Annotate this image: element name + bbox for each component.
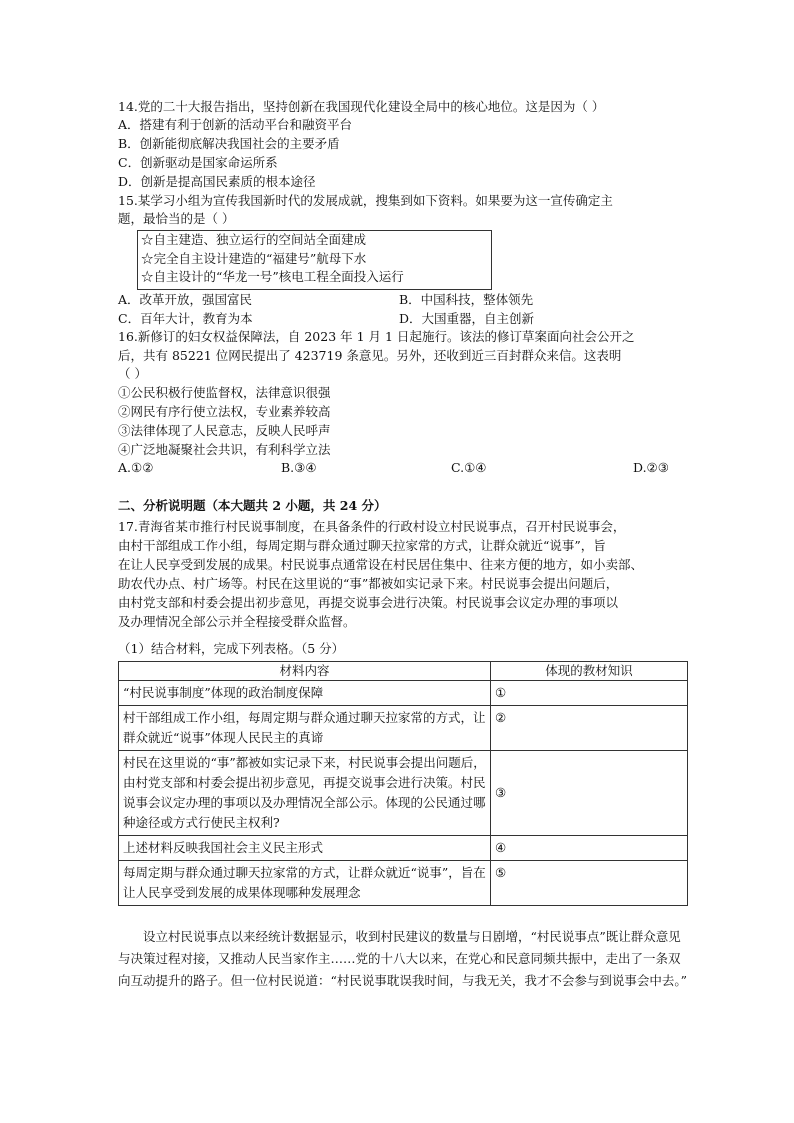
table-answer-cell[interactable]: ④ [491, 836, 688, 861]
q17-material-line: 由村党支部和村委会提出初步意见，再提交说事会进行决策。村民说事会议定办理的事项以 [118, 595, 619, 610]
table-answer-cell[interactable]: ⑤ [491, 861, 688, 906]
q14-option-b: B．创新能彻底解决我国社会的主要矛盾 [118, 136, 340, 151]
table-header-cell: 体现的教材知识 [491, 662, 688, 681]
q15-option-b: B．中国科技，整体领先 [399, 292, 534, 307]
q15-option-a: A．改革开放，强国富民 [118, 292, 253, 307]
q14-option-a: A．搭建有利于创新的活动平台和融资平台 [118, 117, 353, 132]
table-row [119, 681, 688, 706]
table-row [119, 706, 688, 751]
q15-material-item: ☆完全自主设计建造的“福建号”航母下水 [141, 250, 367, 266]
q16-item-4: ④广泛地凝聚社会共识，有利科学立法 [118, 442, 331, 457]
q16-stem-line3: （ ） [118, 366, 147, 381]
table-answer-cell[interactable]: ③ [491, 751, 688, 836]
q16-option-a: A.①② [118, 460, 154, 475]
q16-stem-line1: 16.新修订的妇女权益保障法，自 2023 年 1 月 1 日起施行。该法的修订草案面向社会公开之 [118, 329, 635, 344]
q16-item-2: ②网民有序行使立法权，专业素养较高 [118, 404, 331, 419]
q17-subquestion-1: （1）结合材料，完成下列表格。（5 分） [118, 641, 345, 656]
table-header-cell: 材料内容 [119, 662, 491, 681]
table-answer-cell[interactable]: ① [491, 681, 688, 706]
q15-stem-line1: 15.某学习小组为宣传我国新时代的发展成就，搜集到如下资料。如果要为这一宣传确定主 [118, 193, 613, 208]
q17-material-line: 由村干部组成工作小组，每周定期与群众通过聊天拉家常的方式，让群众就近“说事”，旨 [118, 538, 606, 553]
table-content-cell: 每周定期与群众通过聊天拉家常的方式，让群众就近“说事”，旨在让人民享受到发展的成果体现哪种发展理念 [119, 861, 491, 906]
table-row [119, 861, 688, 906]
q15-material-box [137, 230, 492, 290]
q15-option-d: D．大国重器，自主创新 [399, 311, 535, 326]
table-header-row [119, 662, 688, 681]
table-row [119, 751, 688, 836]
q16-option-c: C.①④ [451, 460, 487, 475]
q17-paragraph: 设立村民说事点以来经统计数据显示，收到村民建议的数量与日剧增，“村民说事点”既让群众意见与决策过程对接，又推动人民当家作主……党的十八大以来，在党心和民意同频共振中，走出了一条双向互动提升的路子。但一位村民说道：“村民说事耽误我时间，与我无关，我才不会参与到说事会中去。” [118, 929, 688, 988]
q14-option-c: C．创新驱动是国家命运所系 [118, 155, 278, 170]
q17-material-line: 及办理情况全部公示并全程接受群众监督。 [118, 614, 356, 629]
q17-table [118, 661, 688, 906]
q15-material-item: ☆自主设计的“华龙一号”核电工程全面投入运行 [141, 269, 404, 284]
q16-option-b: B.③④ [281, 460, 317, 475]
table-content-cell: “村民说事制度”体现的政治制度保障 [119, 681, 491, 706]
q14-option-d: D．创新是提高国民素质的根本途径 [118, 174, 316, 189]
q16-option-d: D.②③ [633, 460, 669, 475]
q16-stem-line2: 后，共有 85221 位网民提出了 423719 条意见。另外，还收到近三百封群众来信。这表明 [118, 348, 622, 363]
q17-material-line: 在让人民享受到发展的成果。村民说事点通常设在村民居住集中、往来方便的地方，如小卖部、 [118, 557, 644, 572]
q16-item-1: ①公民积极行使监督权，法律意识很强 [118, 385, 331, 400]
section-heading: 二、分析说明题（本大题共 2 小题，共 24 分） [118, 498, 387, 513]
table-content-cell: 村民在这里说的“事”都被如实记录下来，村民说事会提出问题后，由村党支部和村委会提出初步意见，再提交说事会进行决策。村民说事会议定办理的事项以及办理情况全部公示。体现的公民通过哪种途径或方式行使民主权利? [119, 751, 491, 836]
table-row [119, 836, 688, 861]
table-content-cell: 村干部组成工作小组，每周定期与群众通过聊天拉家常的方式，让群众就近“说事”体现人民民主的真谛 [119, 706, 491, 751]
table-answer-cell[interactable]: ② [491, 706, 688, 751]
q14-stem: 14.党的二十大报告指出，坚持创新在我国现代化建设全局中的核心地位。这是因为（ ） [118, 99, 605, 114]
q15-option-c: C．百年大计，教育为本 [118, 311, 253, 326]
q15-material-item: ☆自主建造、独立运行的空间站全面建成 [141, 232, 367, 247]
table-content-cell: 上述材料反映我国社会主义民主形式 [119, 836, 491, 861]
q16-item-3: ③法律体现了人民意志，反映人民呼声 [118, 423, 331, 438]
q17-material-line: 17.青海省某市推行村民说事制度，在具备条件的行政村设立村民说事点，召开村民说事会， [118, 519, 626, 534]
q15-stem-line2: 题，最恰当的是（ ） [118, 211, 235, 226]
q17-material-line: 助农代办点、村广场等。村民在这里说的“事”都被如实记录下来。村民说事会提出问题后， [118, 576, 619, 591]
